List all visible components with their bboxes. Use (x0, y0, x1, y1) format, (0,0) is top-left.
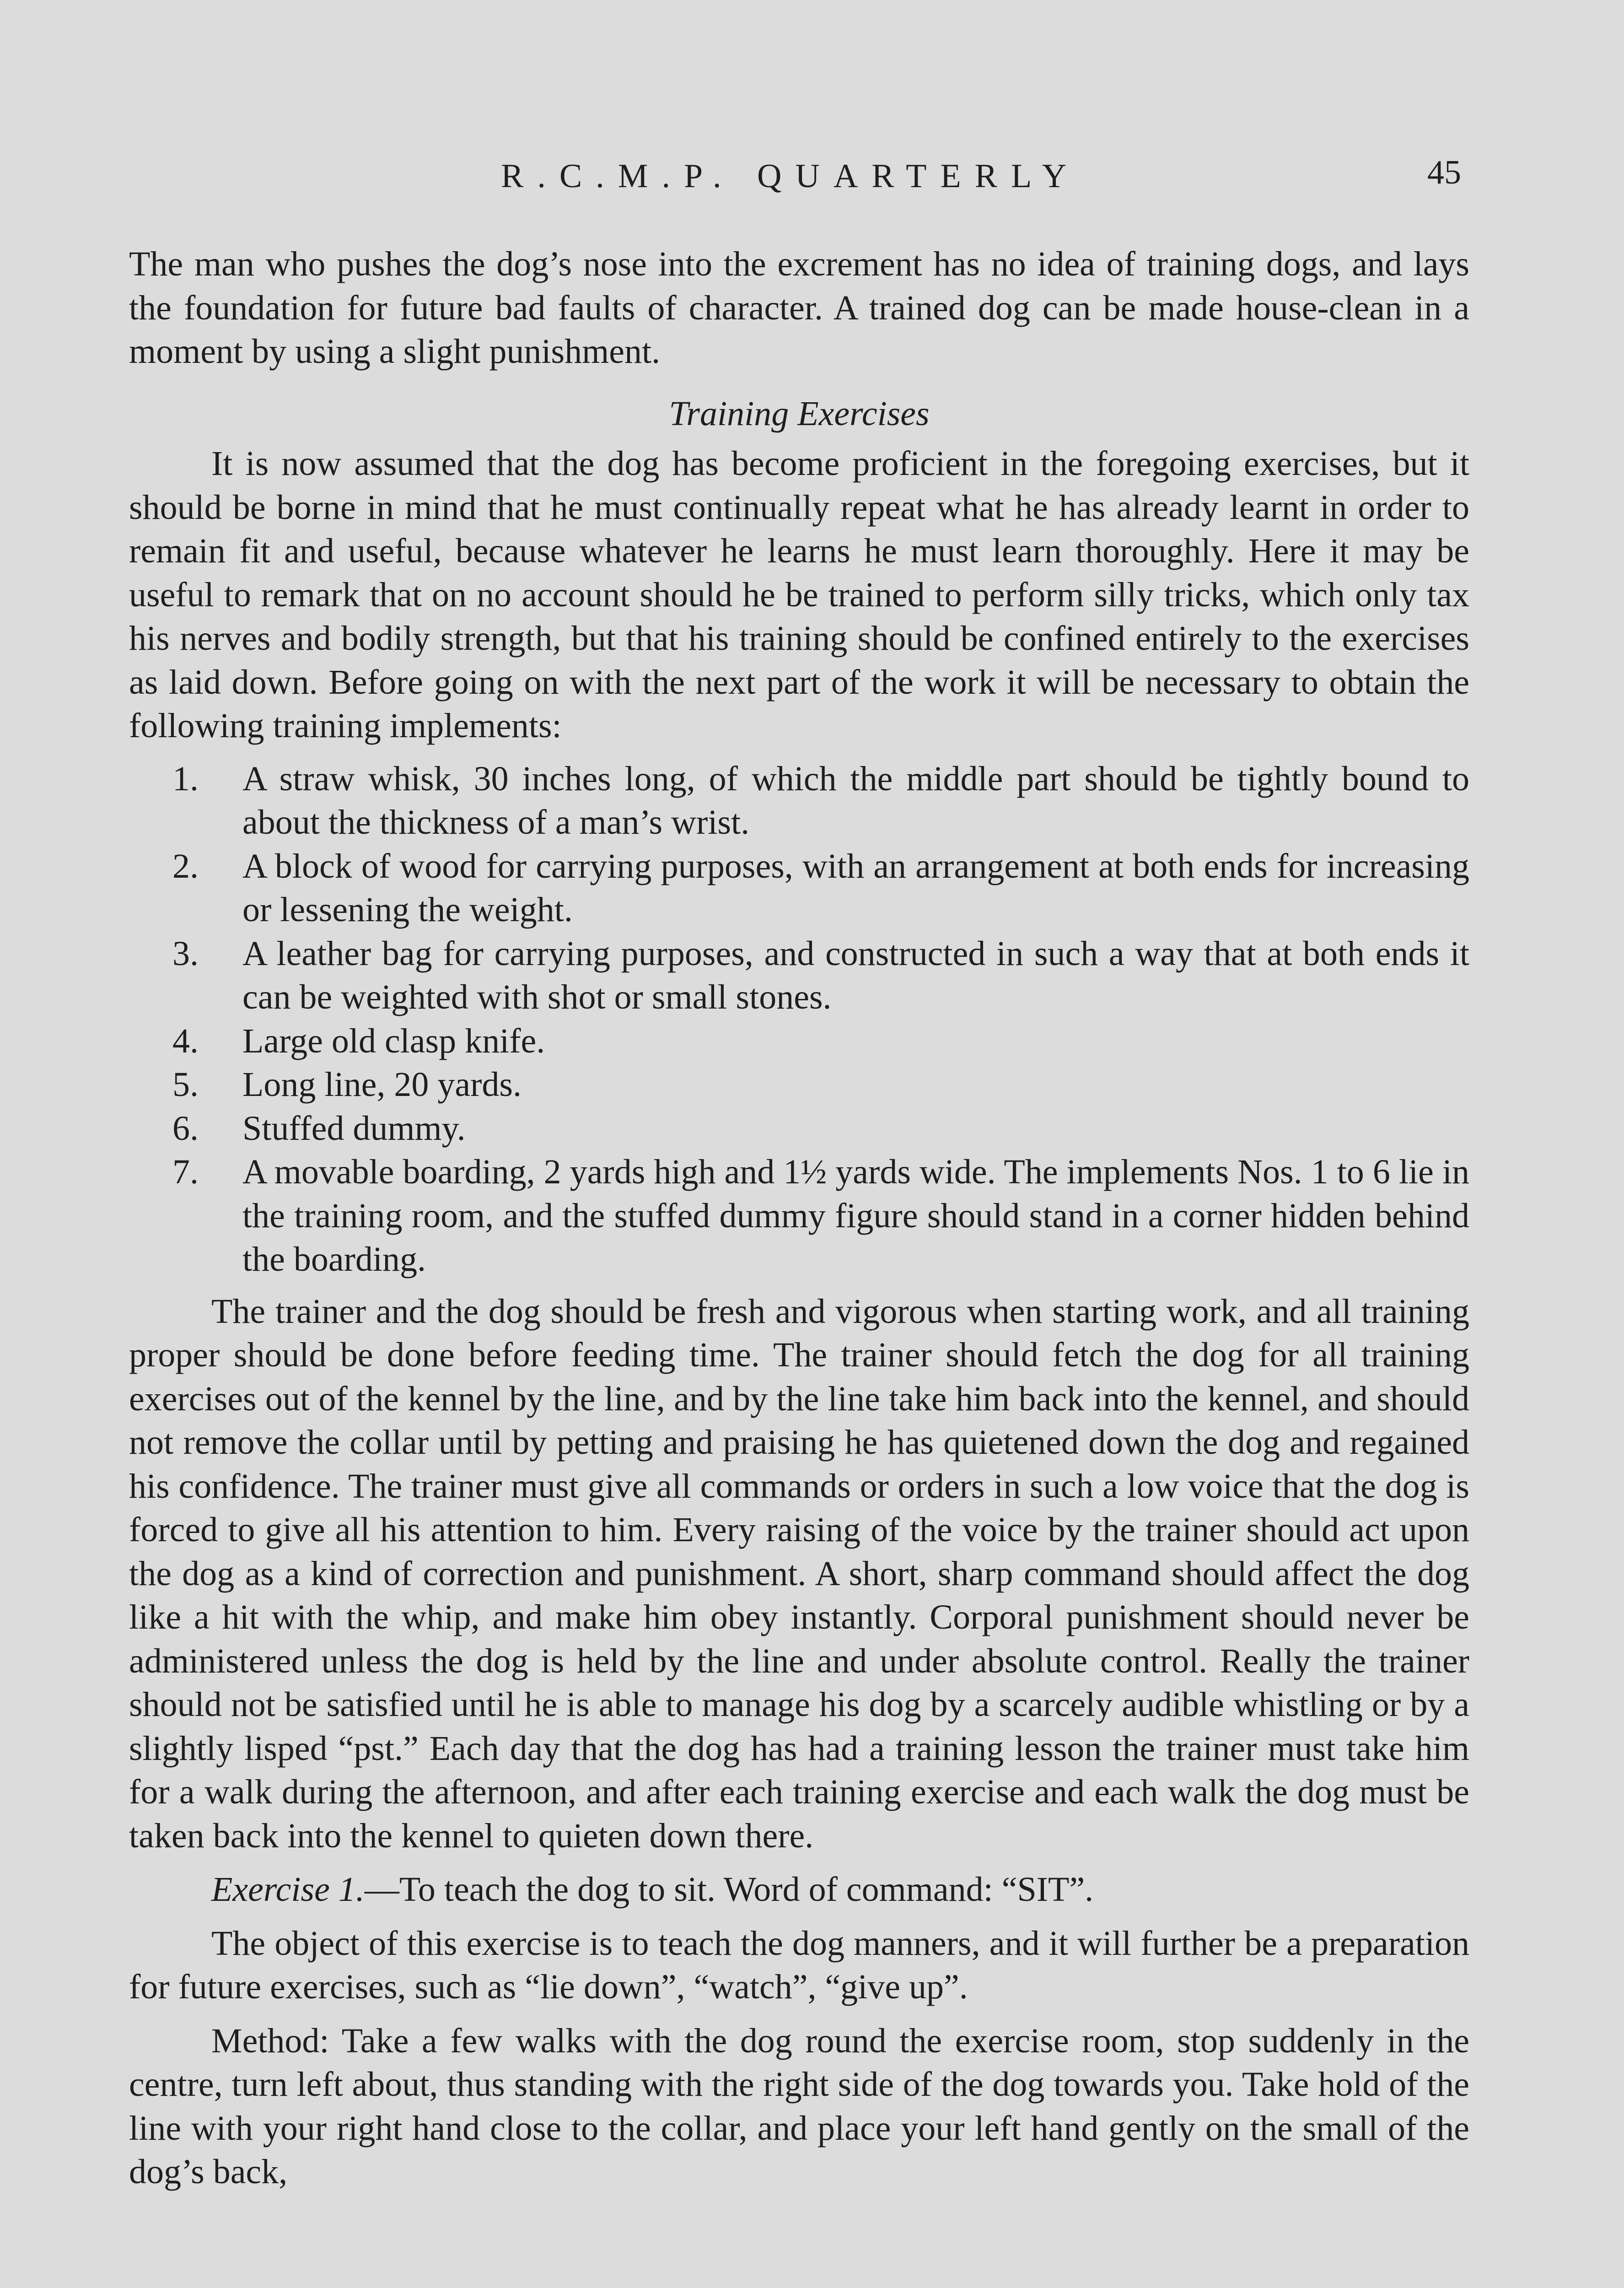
article-body (129, 243, 1469, 2194)
implement-list (129, 757, 1469, 1282)
list-item-number: 4. (172, 1021, 199, 1060)
running-head (0, 151, 1624, 201)
paragraph-object: The object of this exercise is to teach the dog manners, and it will further be a preparation for future exercises, such as “lie down”, “watch”, “give up”. (129, 1924, 1469, 2006)
list-item (129, 757, 1469, 845)
list-item-number: 6. (172, 1109, 199, 1148)
list-item (129, 932, 1469, 1020)
page-number: 45 (1427, 154, 1461, 191)
list-item (129, 845, 1469, 932)
list-item (129, 1020, 1469, 1063)
list-item (129, 1150, 1469, 1282)
list-item-text: A movable boarding, 2 yards high and 1½ yards wide. The implements Nos. 1 to 6 lie in the training room, and the stuffed dummy figure should stand in a corner hidden behind the boarding. (242, 1153, 1469, 1279)
list-item-number: 2. (172, 847, 199, 885)
exercise-label: Exercise 1. (211, 1870, 365, 1909)
paragraph-intro: The man who pushes the dog’s nose into the excrement has no idea of training dogs, and lays the foundation for future bad faults of character. A trained dog can be made house-clean in a moment by using a slight punishment. (129, 245, 1469, 371)
journal-title: R.C.M.P. QUARTERLY (501, 157, 1081, 195)
section-heading: Training Exercises (669, 394, 930, 433)
list-item-text: A leather bag for carrying purposes, and constructed in such a way that at both ends it can be weighted with shot or small stones. (242, 934, 1469, 1016)
list-item (129, 1063, 1469, 1107)
list-item-text: A straw whisk, 30 inches long, of which the middle part should be tightly bound to about the thickness of a man’s wrist. (242, 759, 1469, 842)
paragraph-method: Method: Take a few walks with the dog round the exercise room, stop suddenly in the centre, turn left about, thus standing with the right side of the dog towards you. Take hold of the line with your right hand close to the collar, and place your left hand gently on the small of the dog’s back, (129, 2021, 1469, 2191)
list-item-text: A block of wood for carrying purposes, with an arrangement at both ends for increasing or lessening the weight. (242, 847, 1469, 929)
paragraph-exercise-1 (129, 1868, 1469, 1912)
exercise-text: —To teach the dog to sit. Word of command: “SIT”. (364, 1870, 1094, 1909)
list-item-text: Long line, 20 yards. (242, 1065, 522, 1104)
list-item-number: 5. (172, 1065, 199, 1104)
list-item-number: 7. (172, 1153, 199, 1191)
paragraph-assumed: It is now assumed that the dog has become proficient in the foregoing exercises, but it should be borne in mind that he must continually repeat what he has already learnt in order to remain fit and useful, because whatever he learns he must learn thoroughly. Here it may be useful to remark that on no account should he be trained to perform silly tricks, which only tax his nerves and bodily strength, but that his training should be confined entirely to the exercises as laid down. Before going on with the next part of the work it will be necessary to obtain the following training implements: (129, 444, 1469, 745)
paragraph-trainer: The trainer and the dog should be fresh and vigorous when starting work, and all training proper should be done before feeding time. The trainer should fetch the dog for all training exercises out of the kennel by the line, and by the line take him back into the kennel, and should not remove the collar until by petting and praising he has quietened down the dog and regained his confidence. The trainer must give all commands or orders in such a low voice that the dog is forced to give all his attention to him. Every raising of the voice by the trainer should act upon the dog as a kind of correction and punishment. A short, sharp command should affect the dog like a hit with the whip, and make him obey instantly. Corporal punishment should never be administered unless the dog is held by the line and under absolute control. Really the trainer should not be satisfied until he is able to manage his dog by a scarcely audible whistling or by a slightly lisped “pst.” Each day that the dog has had a training lesson the trainer must take him for a walk during the afternoon, and after each training exercise and each walk the dog must be taken back into the kennel to quieten down there. (129, 1292, 1469, 1855)
list-item-text: Stuffed dummy. (242, 1109, 466, 1148)
list-item-number: 1. (172, 759, 199, 798)
list-item (129, 1107, 1469, 1151)
list-item-number: 3. (172, 934, 199, 973)
list-item-text: Large old clasp knife. (242, 1021, 545, 1060)
